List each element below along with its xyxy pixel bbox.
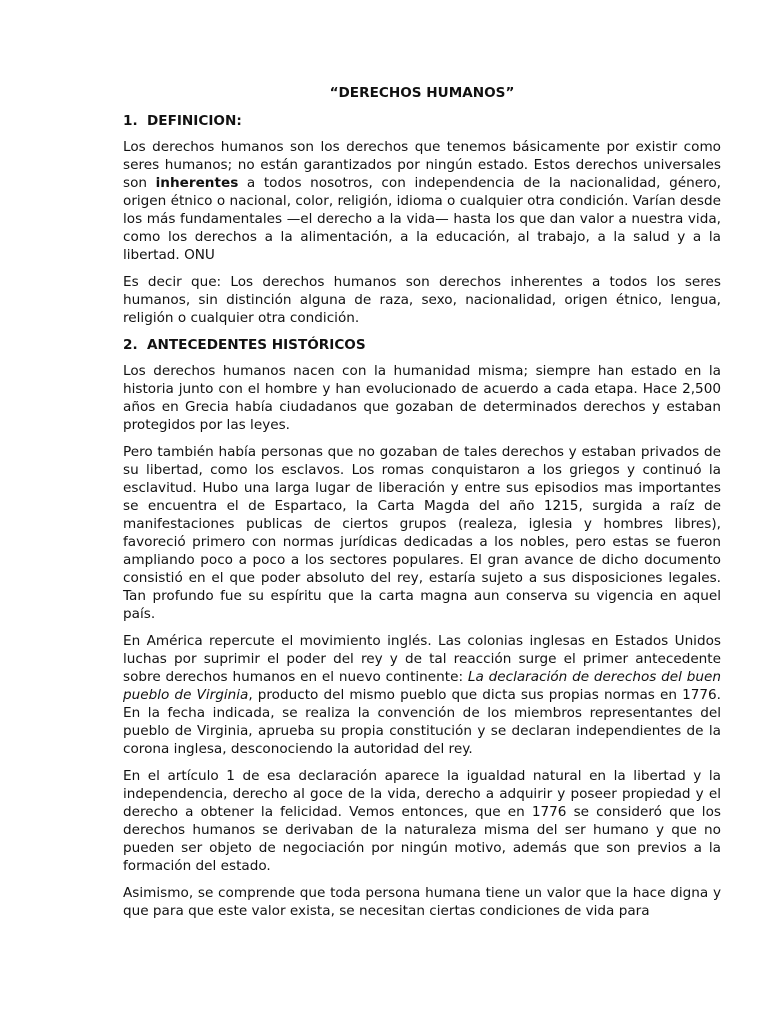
section-number: 1. [123, 113, 138, 129]
bold-term: inherentes [155, 175, 239, 191]
paragraph-definicion [123, 138, 721, 264]
italic-title: La declaración de derechos del buen pueblo de Virginia [123, 669, 721, 703]
paragraph-esclavitud: Pero también había personas que no gozaban de tales derechos y estaban privados de su libertad, como los esclavos. Los romas conquistaron a los griegos y continuó la esclavitud. Hubo una larga lugar de liberación y entre sus episodios mas importantes se encuentra el de Espartaco, la Carta Magda del año 1215, surgida a raíz de manifestaciones publicas de ciertos grupos (realeza, iglesia y hombres libres), favoreció primero con normas jurídicas dedicadas a los nobles, pero estas se fueron ampliando poco a poco a los sectores populares. El gran avance de dicho documento consistió en el que poder absoluto del rey, estaría sujeto a sus disposiciones legales. Tan profundo fue su espíritu que la carta magna aun conserva su vigencia en aquel país. [123, 444, 721, 622]
document-page [123, 84, 721, 929]
section-title: ANTECEDENTES HISTÓRICOS [147, 337, 366, 353]
paragraph-america [123, 632, 721, 758]
section-heading-definicion [123, 112, 721, 130]
paragraph-text: a todos nosotros, con independencia de la nacionalidad, género, origen étnico o nacional, color, religión, idioma o cualquier otra condición. Varían desde los más fundamentales —el derecho a la vida— hasta los que dan valor a nuestra vida, como los derechos a la alimentación, a la educación, al trabajo, a la salud y a la libertad. ONU [123, 175, 721, 263]
paragraph-es-decir: Es decir que: Los derechos humanos son derechos inherentes a todos los seres humanos, sin distinción alguna de raza, sexo, nacionalidad, origen étnico, lengua, religión o cualquier otra condición. [123, 274, 721, 326]
paragraph-origen: Los derechos humanos nacen con la humanidad misma; siempre han estado en la historia junto con el hombre y han evolucionado de acuerdo a cada etapa. Hace 2,500 años en Grecia había ciudadanos que gozaban de determinados derechos y estaban protegidos por las leyes. [123, 363, 721, 433]
paragraph-articulo-1: En el artículo 1 de esa declaración aparece la igualdad natural en la libertad y la independencia, derecho al goce de la vida, derecho a adquirir y poseer propiedad y el derecho a obtener la felicidad. Vemos entonces, que en 1776 se consideró que los derechos humanos se derivaban de la naturaleza misma del ser humano y que no pueden ser objeto de negociación por ningún motivo, además que son previos a la formación del estado. [123, 768, 721, 874]
paragraph-text: , producto del mismo pueblo que dicta sus propias normas en 1776. En la fecha indicada, se realiza la convención de los miembros representantes del pueblo de Virginia, aprueba su propia constitución y se declaran independientes de la corona inglesa, desconociendo la autoridad del rey. [123, 687, 721, 757]
paragraph-asimismo: Asimismo, se comprende que toda persona humana tiene un valor que la hace digna y que para que este valor exista, se necesitan ciertas condiciones de vida para [123, 885, 721, 919]
paragraph-text: Los derechos humanos son los derechos que tenemos básicamente por existir como seres humanos; no están garantizados por ningún estado. Estos derechos universales son [123, 139, 721, 191]
section-title: DEFINICION: [147, 113, 242, 129]
section-number: 2. [123, 337, 138, 353]
section-heading-antecedentes [123, 336, 721, 354]
paragraph-text: En América repercute el movimiento inglés. Las colonias inglesas en Estados Unidos luchas por suprimir el poder del rey y de tal reacción surge el primer antecedente sobre derechos humanos en el nuevo continente: [123, 633, 721, 685]
document-title: “DERECHOS HUMANOS” [329, 85, 515, 101]
